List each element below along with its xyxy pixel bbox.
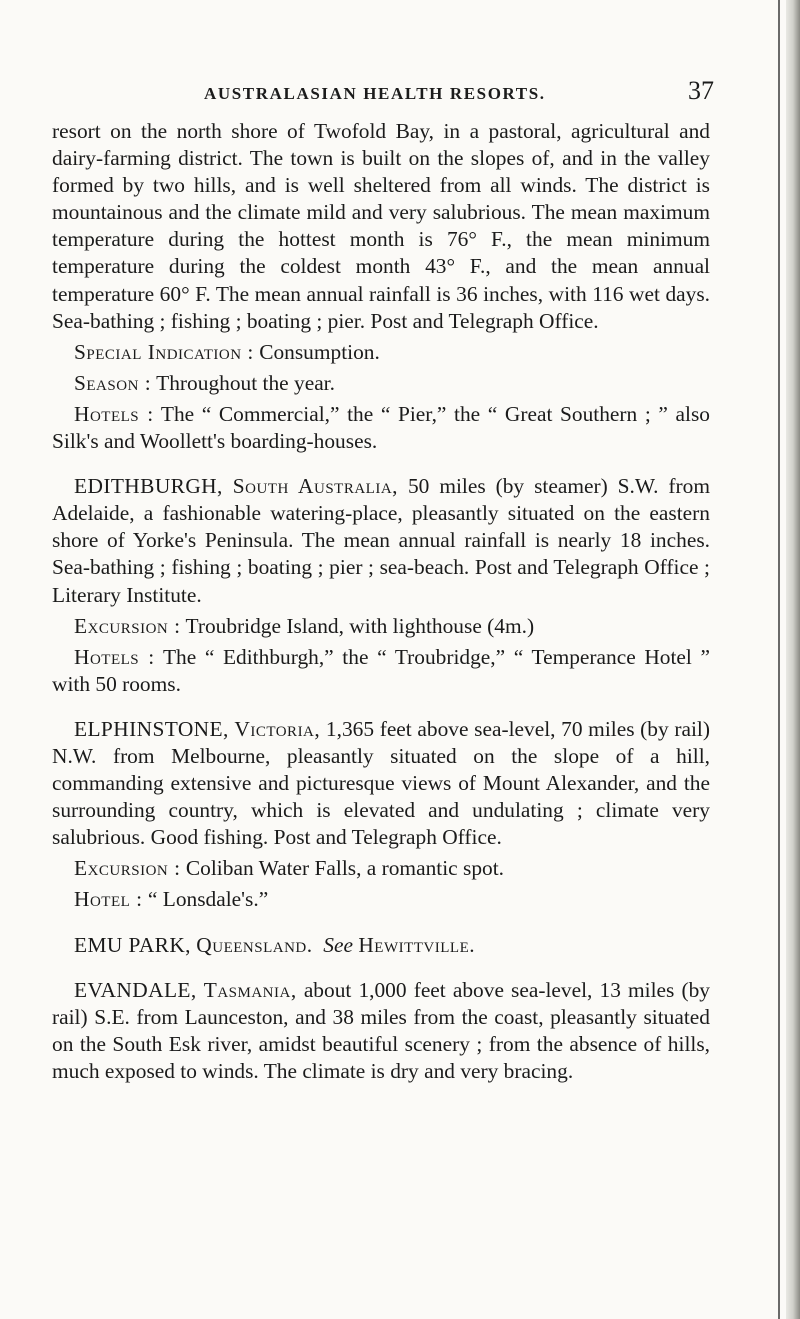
edithburgh-text: 50 miles (by steamer) S.W. from Adelaide, a fashionable watering-place, pleasantly situated on the eastern shore of Yorke's Peninsula. The mean annual rainfall is nearly 18 inches. Sea-bathing ; fishing ; boating ; pier ; sea-beach. Post and Telegraph Office ; Literary Institute. xyxy=(52,474,710,607)
entry-emu-park xyxy=(52,932,710,959)
entry-evandale xyxy=(52,977,710,1085)
page-number: 37 xyxy=(688,76,714,105)
elphinstone-text: 1,365 feet above sea-level, 70 miles (by rail) N.W. from Melbourne, pleasantly situated on the slope of a hill, commanding extensive and picturesque views of Mount Alexander, and the surrounding country, which is elevated and undulating ; climate very salubrious. Good fishing. Post and Telegraph Office. xyxy=(52,716,710,850)
hotels-edithburgh-label: Hotels : xyxy=(74,644,155,669)
emu-park-region: Queensland. xyxy=(196,932,313,957)
excursion-elphinstone-value: Coliban Water Falls, a romantic spot. xyxy=(185,856,504,881)
emu-park-see: See xyxy=(323,932,353,957)
hotel-elphinstone-line xyxy=(52,886,710,913)
hotel-elphinstone-label: Hotel : xyxy=(74,887,143,912)
excursion-edithburgh-label: Excursion : xyxy=(74,613,181,638)
special-indication-line xyxy=(52,339,710,366)
elphinstone-region: Victoria, xyxy=(234,716,321,741)
special-indication-value: Consumption. xyxy=(259,339,380,364)
page-header xyxy=(52,78,712,108)
excursion-edithburgh-line xyxy=(52,613,710,640)
excursion-edithburgh-value: Troubridge Island, with lighthouse (4m.) xyxy=(185,613,535,638)
special-indication-label: Special Indication : xyxy=(74,339,254,364)
running-head: AUSTRALASIAN HEALTH RESORTS. xyxy=(204,84,546,103)
entry-elphinstone xyxy=(52,716,710,851)
page-edge-shadow xyxy=(786,0,800,1319)
edithburgh-name: EDITHBURGH, xyxy=(74,474,223,499)
hotels-eden-value: The “ Commercial,” the “ Pier,” the “ Great Southern ; ” also Silk's and Woollett's boarding-houses. xyxy=(52,401,711,454)
hotels-eden-label: Hotels : xyxy=(74,401,154,426)
hotel-elphinstone-value: “ Lonsdale's.” xyxy=(147,887,269,912)
evandale-name: EVANDALE, xyxy=(74,977,197,1002)
evandale-text: about 1,000 feet above sea-level, 13 miles (by rail) S.E. from Launceston, and 38 miles from the coast, pleasantly situated on the South Esk river, amidst beautiful scenery ; from the absence of hills, much exposed to winds. The climate is dry and very bracing. xyxy=(52,977,710,1083)
hotels-edithburgh-value: The “ Edithburgh,” the “ Troubridge,” “ Temperance Hotel ” with 50 rooms. xyxy=(52,644,710,696)
page-binding-edge xyxy=(778,0,780,1319)
excursion-elphinstone-line xyxy=(52,855,710,882)
season-line xyxy=(52,370,710,397)
emu-park-name: EMU PARK, xyxy=(74,932,191,957)
page-body xyxy=(52,118,710,1085)
hotels-eden-line xyxy=(52,401,710,455)
entry-edithburgh xyxy=(52,473,710,608)
edithburgh-region: South Australia, xyxy=(232,474,399,499)
excursion-elphinstone-label: Excursion : xyxy=(74,856,181,881)
emu-park-cross-reference: Hewittville. xyxy=(358,932,476,957)
season-value: Throughout the year. xyxy=(156,370,335,395)
season-label: Season : xyxy=(74,370,152,395)
evandale-region: Tasmania, xyxy=(203,977,297,1002)
hotels-edithburgh-line xyxy=(52,644,710,698)
elphinstone-name: ELPHINSTONE, xyxy=(74,716,229,741)
paragraph-eden-description: resort on the north shore of Twofold Bay, in a pastoral, agricultural and dairy-farming district. The town is built on the slopes of, and in the valley formed by two hills, and is well sheltered from all winds. The district is mountainous and the climate mild and very salubrious. The mean maximum temperature during the hottest month is 76° F., the mean minimum temperature during the coldest month 43° F., and the mean annual temperature 60° F. The mean annual rainfall is 36 inches, with 116 wet days. Sea-bathing ; fishing ; boating ; pier. Post and Telegraph Office. xyxy=(52,119,710,333)
